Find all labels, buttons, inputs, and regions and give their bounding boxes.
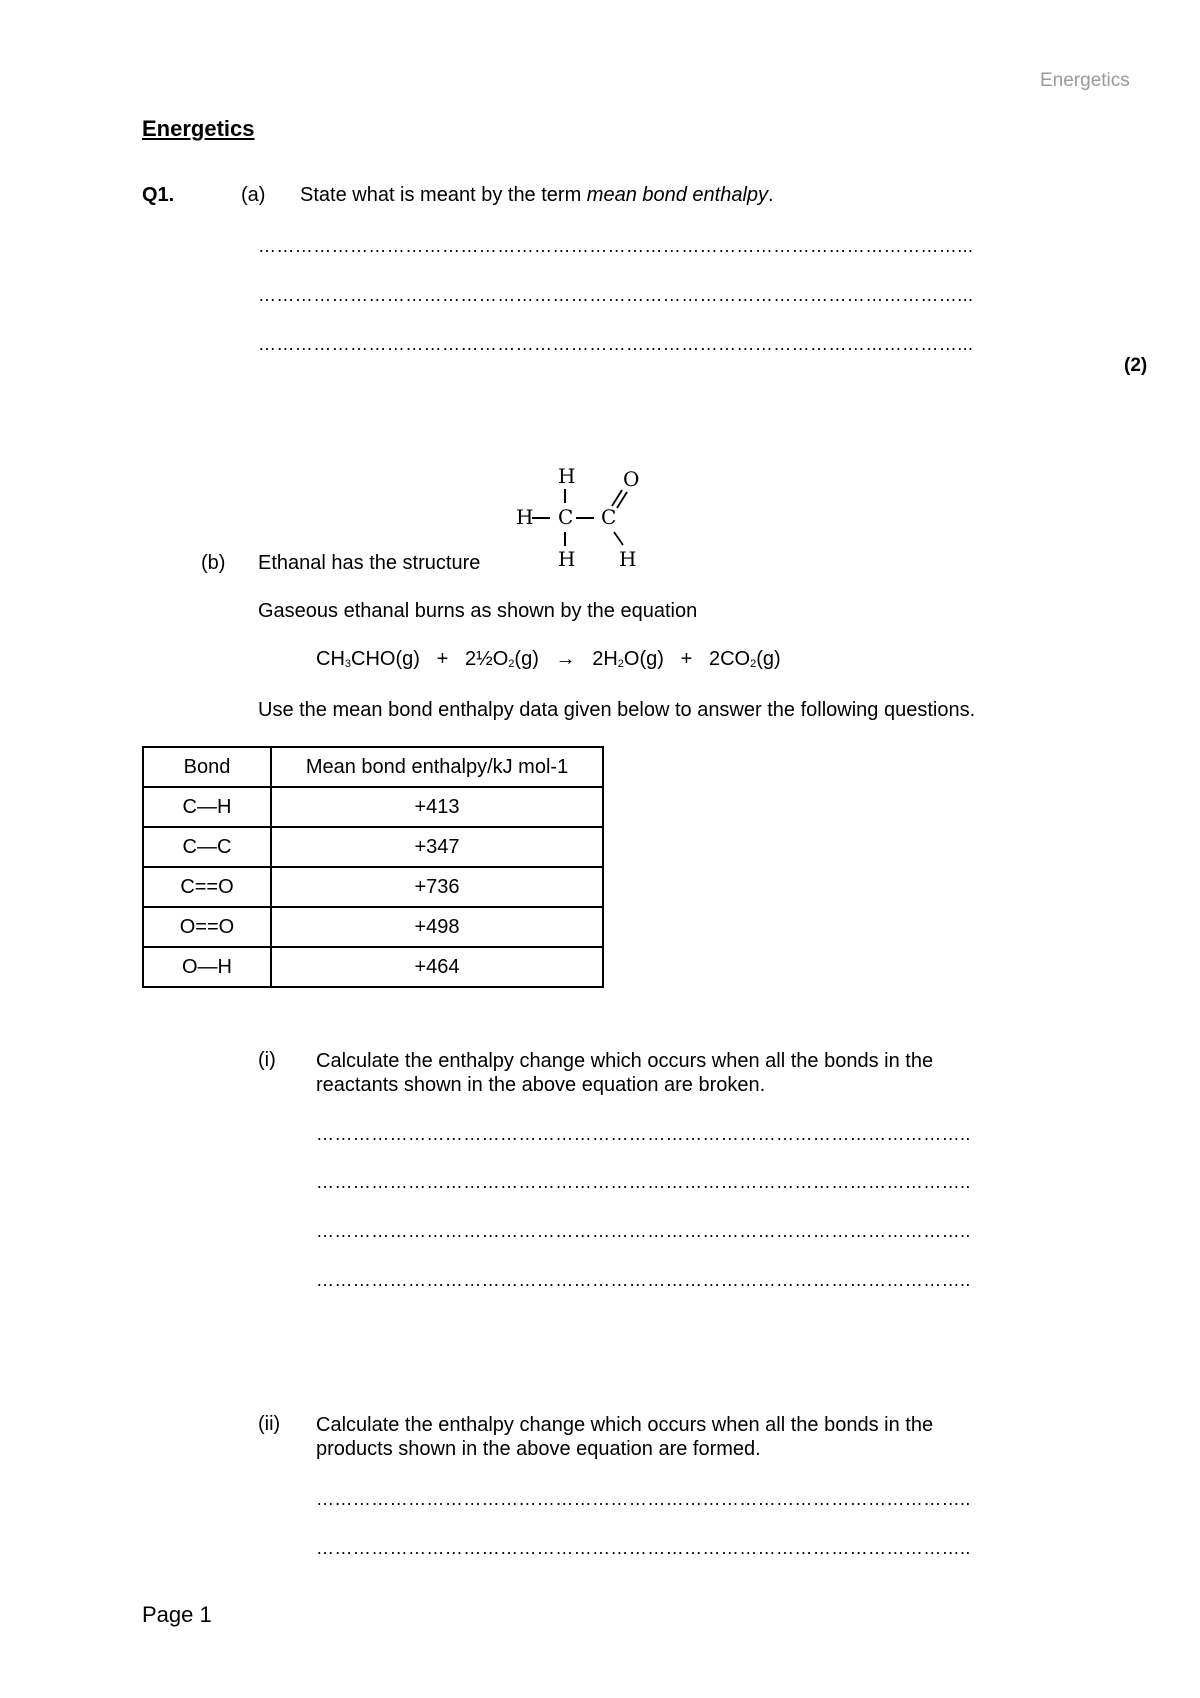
table-header-cell: Mean bond enthalpy/kJ mol-1 bbox=[271, 747, 603, 787]
answer-line[interactable]: ……………………………………………………………………………………………………... bbox=[258, 236, 974, 256]
reactant-ethanal: $CH_3CHO(g)$ bbox=[316, 648, 420, 670]
plus-sign: + bbox=[436, 648, 449, 670]
structure-atom-h-top: H bbox=[558, 464, 576, 488]
page-title: Energetics bbox=[142, 116, 255, 141]
table-row bbox=[143, 867, 603, 907]
part-b-intro: Ethanal has the structure bbox=[258, 552, 481, 574]
enthalpy-cell: +464 bbox=[271, 947, 603, 987]
structure-atom-h-bottom: H bbox=[558, 547, 576, 571]
plus-sign: + bbox=[680, 648, 693, 670]
structure-atom-h-aldehyde: H bbox=[619, 547, 637, 571]
enthalpy-cell: +413 bbox=[271, 787, 603, 827]
enthalpy-cell: +347 bbox=[271, 827, 603, 867]
page-number: Page 1 bbox=[142, 1602, 212, 1627]
combustion-equation bbox=[316, 648, 781, 671]
table-row bbox=[143, 827, 603, 867]
product-water: $2H_2O(g)$ bbox=[592, 648, 664, 670]
question-number: Q1. bbox=[142, 184, 175, 206]
answer-line[interactable]: …………………………………………………………………………………………….. bbox=[316, 1489, 971, 1509]
answer-line[interactable]: …………………………………………………………………………………………….. bbox=[316, 1538, 971, 1558]
table-row bbox=[143, 947, 603, 987]
answer-line[interactable]: ……………………………………………………………………………………………………... bbox=[258, 334, 974, 354]
table-header-row bbox=[143, 747, 603, 787]
table-row bbox=[143, 907, 603, 947]
structure-atom-c1: C bbox=[558, 505, 574, 529]
bond-cell: O==O bbox=[143, 907, 271, 947]
reactant-oxygen: $2\frac{1}{2}O_2(g)$ bbox=[464, 648, 539, 670]
reaction-arrow: → bbox=[555, 648, 576, 670]
sub-part-ii-question bbox=[316, 1413, 933, 1461]
table-header-cell: Bond bbox=[143, 747, 271, 787]
product-carbon-dioxide: $2CO_2(g)$ bbox=[708, 648, 781, 670]
sub-part-ii-line: Calculate the enthalpy change which occurs when all the bonds in the bbox=[316, 1414, 934, 1436]
sub-part-ii-line: products shown in the above equation are formed. bbox=[316, 1438, 761, 1460]
marks-badge: (2) bbox=[1124, 355, 1148, 376]
bond-c-h-aldehyde bbox=[614, 532, 623, 545]
table-row bbox=[143, 787, 603, 827]
running-header: Energetics bbox=[1040, 70, 1130, 91]
enthalpy-cell: +498 bbox=[271, 907, 603, 947]
answer-line[interactable]: …………………………………………………………………………………………….. bbox=[316, 1270, 971, 1290]
sub-part-ii-label: (ii) bbox=[258, 1413, 281, 1435]
sub-part-i-question bbox=[316, 1049, 933, 1097]
enthalpy-cell: +736 bbox=[271, 867, 603, 907]
bond-cell: C—C bbox=[143, 827, 271, 867]
structure-atom-o: O bbox=[623, 467, 640, 491]
combustion-text: Gaseous ethanal burns as shown by the equation bbox=[258, 600, 698, 622]
part-a-label: (a) bbox=[241, 184, 266, 206]
answer-line[interactable]: ……………………………………………………………………………………………………... bbox=[258, 285, 974, 305]
part-b-label: (b) bbox=[201, 552, 226, 574]
part-a-text-end: . bbox=[768, 184, 774, 206]
answer-line[interactable]: …………………………………………………………………………………………….. bbox=[316, 1172, 971, 1192]
data-instruction: Use the mean bond enthalpy data given below to answer the following questions. bbox=[258, 699, 976, 721]
bond-cell: C==O bbox=[143, 867, 271, 907]
ethanal-structure-diagram bbox=[506, 462, 656, 582]
bond-cell: O—H bbox=[143, 947, 271, 987]
part-a-text: State what is meant by the term bbox=[300, 184, 587, 206]
part-a-question bbox=[300, 184, 774, 207]
structure-atom-h-left: H bbox=[516, 505, 534, 529]
sub-part-i-line: reactants shown in the above equation are broken. bbox=[316, 1074, 766, 1096]
part-a-term: mean bond enthalpy bbox=[586, 184, 769, 206]
bond-cell: C—H bbox=[143, 787, 271, 827]
sub-part-i-label: (i) bbox=[258, 1049, 276, 1071]
sub-part-i-line: Calculate the enthalpy change which occurs when all the bonds in the bbox=[316, 1050, 934, 1072]
structure-atom-c2: C bbox=[601, 505, 617, 529]
answer-line[interactable]: …………………………………………………………………………………………….. bbox=[316, 1221, 971, 1241]
answer-line[interactable]: …………………………………………………………………………………………….. bbox=[316, 1124, 971, 1144]
bond-enthalpy-table bbox=[142, 746, 604, 988]
